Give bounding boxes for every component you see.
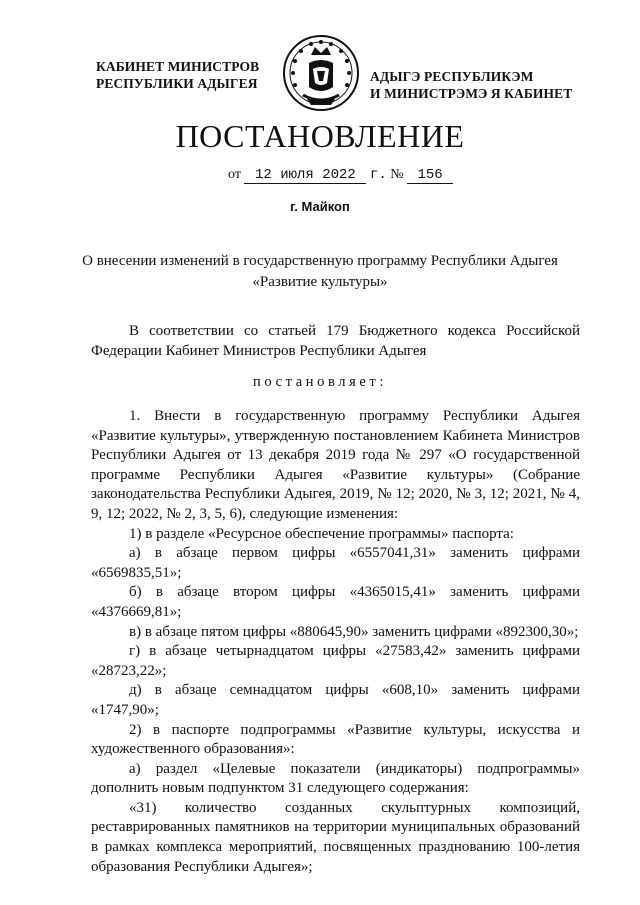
issuer-name-adyghe xyxy=(370,68,590,102)
main-text xyxy=(91,407,580,877)
issuer-line-2: РЕСПУБЛИКИ АДЫГЕЯ xyxy=(96,76,258,91)
paragraph-6: г) в абзаце четырнадцатом цифры «27583,42» заменить цифрами «28723,22»; xyxy=(91,643,580,679)
resolution-word: постановляет: xyxy=(253,374,387,390)
issuer-line-adyghe-2: И МИНИСТРЭМЭ Я КАБИНЕТ xyxy=(370,86,573,101)
subject-line-2: «Развитие культуры» xyxy=(252,274,388,290)
preamble xyxy=(91,322,580,361)
document-title: ПОСТАНОВЛЕНИЕ xyxy=(175,118,465,154)
issuer-name-russian xyxy=(96,58,276,92)
coat-of-arms-icon xyxy=(281,33,361,115)
date-prefix: от xyxy=(228,167,241,182)
paragraph-1: 1. Внести в государственную программу Республики Адыгея «Развитие культуры», утвержденную постановлением Кабинета Министров Республики Адыгея от 13 декабря 2019 года № 297 «О государственной программе Республики Адыгея «Развитие культуры» (Собрание законодательства Республики Адыгея, 2019, № 12; 2020, № 3, 12; 2021, № 4, 9, 12; 2022, № 2, 3, 5, 6), следующие изменения: xyxy=(91,408,580,522)
document-subject xyxy=(0,251,640,293)
paragraph-7: д) в абзаце семнадцатом цифры «608,10» заменить цифрами «1747,90»; xyxy=(91,682,580,718)
date-value: 12 июля 2022 xyxy=(244,168,366,184)
issuer-line-1: КАБИНЕТ МИНИСТРОВ xyxy=(96,59,260,74)
number-label: № xyxy=(390,167,404,182)
issuer-line-adyghe-1: АДЫГЭ РЕСПУБЛИКЭМ xyxy=(370,69,534,84)
paragraph-2: 1) в разделе «Ресурсное обеспечение программы» паспорта: xyxy=(129,525,514,542)
paragraph-8: 2) в паспорте подпрограммы «Развитие культуры, искусства и художественного образования»: xyxy=(91,721,580,758)
date-number-line xyxy=(228,167,453,184)
paragraph-9: а) раздел «Целевые показатели (индикаторы) подпрограммы» дополнить новым подпунктом 31 следующего содержания: xyxy=(91,760,580,797)
city: г. Майкоп xyxy=(290,199,350,214)
paragraph-5: в) в абзаце пятом цифры «880645,90» заменить цифрами «892300,30»; xyxy=(129,623,579,640)
preamble-text: В соответствии со статьей 179 Бюджетного кодекса Российской Федерации Кабинет Министров Республики Адыгея xyxy=(91,323,580,359)
paragraph-10: «31) количество созданных скульптурных композиций, реставрированных памятников на территории муниципальных образований в рамках комплекса мероприятий, посвященных празднованию 100-летия образования Республики Адыгея»; xyxy=(91,799,580,875)
subject-line-1: О внесении изменений в государственную программу Республики Адыгея xyxy=(82,253,558,269)
paragraph-4: б) в абзаце втором цифры «4365015,41» заменить цифрами «4376669,81»; xyxy=(91,584,580,620)
document-number: 156 xyxy=(407,168,453,184)
paragraph-3: а) в абзаце первом цифры «6557041,31» заменить цифрами «6569835,51»; xyxy=(91,545,580,581)
year-suffix: г. xyxy=(369,167,387,183)
